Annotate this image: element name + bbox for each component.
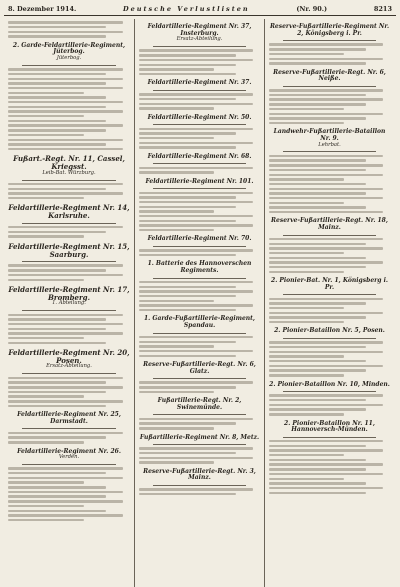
text-line — [269, 445, 366, 447]
text-line — [269, 463, 383, 465]
section-title: Feldartillerie-Regiment Nr. 26. — [17, 447, 121, 455]
text-line — [8, 323, 123, 325]
section-title: 2. Pionier-Bat. Nr. 1, Königsberg i. Pr. — [271, 277, 388, 291]
text-line — [269, 355, 344, 357]
text-line — [139, 493, 236, 495]
text-line — [269, 404, 383, 406]
regiment-section — [139, 362, 260, 393]
page-header — [4, 5, 396, 16]
regiment-section — [8, 155, 130, 199]
text-line — [139, 341, 236, 343]
text-line — [269, 257, 366, 259]
text-line — [139, 457, 253, 459]
text-line — [269, 53, 344, 55]
text-line — [139, 309, 236, 311]
text-line — [269, 298, 383, 300]
text-line — [8, 78, 123, 80]
text-line — [8, 120, 106, 122]
section-rule — [283, 151, 376, 152]
section-rule — [22, 373, 116, 374]
text-line — [269, 307, 344, 309]
text-line — [8, 519, 84, 521]
text-line — [139, 295, 236, 297]
text-line — [269, 468, 366, 470]
text-line — [269, 478, 344, 480]
text-line — [269, 341, 383, 343]
text-line — [8, 183, 123, 185]
regiment-section — [269, 218, 390, 273]
section-title: Reserve-Fußartillerie-Regt. Nr. 6, Glatz. — [143, 361, 256, 375]
regiment-section — [139, 316, 260, 357]
text-line — [269, 369, 366, 371]
text-line — [139, 210, 214, 212]
text-line — [139, 345, 214, 347]
text-line — [139, 300, 214, 302]
text-line — [269, 43, 383, 45]
section-title: Feldartillerie-Regiment Nr. 15, Saarburg. — [8, 241, 130, 259]
text-line — [8, 505, 84, 507]
text-line — [139, 73, 236, 75]
text-line — [139, 196, 236, 198]
text-line — [269, 247, 383, 249]
text-line — [139, 137, 214, 139]
section-rule — [283, 294, 376, 295]
text-line — [8, 486, 106, 488]
text-line — [139, 249, 253, 251]
text-line — [8, 269, 106, 271]
text-line — [269, 197, 383, 199]
text-line — [269, 492, 366, 494]
section-title: Feldartillerie-Regiment Nr. 20, Posen. — [8, 348, 130, 365]
text-line — [139, 59, 253, 61]
section-subtitle: Ersatz-Abteilung. — [46, 363, 92, 370]
text-line — [8, 139, 123, 141]
text-line — [139, 206, 236, 208]
columns — [4, 19, 396, 587]
text-line — [269, 113, 383, 115]
section-subtitle: Jüterbog. — [56, 54, 82, 61]
text-line — [269, 312, 383, 314]
regiment-section — [8, 449, 130, 522]
text-line — [8, 106, 106, 108]
text-line — [8, 386, 123, 388]
text-line — [8, 400, 123, 402]
text-line — [269, 482, 366, 484]
text-line — [269, 394, 383, 396]
text-line — [8, 110, 123, 112]
text-line — [269, 243, 366, 245]
text-line — [269, 89, 383, 91]
text-line — [269, 413, 344, 415]
section-title: 2. Pionier-Bataillon Nr. 11, Hannoversch-Münden. — [284, 419, 375, 434]
section-subtitle: Verden. — [58, 454, 80, 461]
section-rule — [22, 310, 116, 311]
text-line — [8, 197, 84, 199]
text-line — [8, 337, 84, 339]
text-line — [8, 92, 84, 94]
text-line — [139, 386, 236, 388]
text-line — [269, 238, 383, 240]
text-line — [8, 472, 106, 474]
section-rule — [22, 180, 116, 181]
section-rule — [283, 338, 376, 339]
text-line — [269, 192, 366, 194]
text-line — [139, 447, 253, 449]
regiment-section — [269, 129, 390, 213]
section-rule — [153, 163, 246, 164]
regiment-section — [139, 469, 260, 496]
section-rule — [153, 246, 246, 247]
section-subtitle: Ersatz-Abteilung. — [176, 36, 223, 43]
text-line — [8, 332, 123, 334]
regiment-section — [269, 24, 390, 65]
text-line — [269, 321, 344, 323]
regiment-section — [139, 435, 260, 464]
section-title: Feldartillerie-Regiment Nr. 14, Karlsruhe. — [8, 203, 130, 221]
section-title: Feldartillerie-Regiment Nr. 68. — [147, 152, 252, 160]
text-line — [139, 350, 253, 352]
text-line — [139, 224, 253, 226]
text-line — [269, 261, 383, 263]
regiment-section — [269, 70, 390, 125]
section-rule — [153, 414, 246, 415]
regiment-section — [269, 421, 390, 494]
column-2 — [134, 19, 264, 587]
regiment-section — [139, 398, 260, 429]
text-line — [139, 142, 253, 144]
text-line — [269, 399, 366, 401]
text-line — [8, 510, 106, 512]
regiment-section — [139, 261, 260, 311]
section-title: Feldartillerie-Regiment Nr. 50. — [147, 113, 252, 121]
regiment-section — [269, 328, 390, 376]
section-rule — [283, 437, 376, 438]
text-line — [269, 473, 383, 475]
section-rule — [22, 428, 116, 429]
text-line — [8, 124, 123, 126]
section-rule — [283, 391, 376, 392]
section-rule — [283, 40, 376, 41]
text-line — [269, 98, 383, 100]
section-subtitle: Leib-Bat. Würzburg. — [42, 169, 96, 176]
text-line — [269, 169, 366, 171]
section-title: 2. Pionier-Bataillon Nr. 5, Posen. — [274, 327, 385, 335]
section-rule — [22, 261, 116, 262]
text-line — [269, 108, 344, 110]
text-line — [8, 35, 106, 37]
section-title: Fußart.-Regt. Nr. 11, Cassel, Kriegsst. — [13, 154, 125, 171]
text-line — [139, 68, 214, 70]
text-line — [8, 231, 106, 233]
text-line — [269, 252, 344, 254]
section-title: Feldartillerie-Regiment Nr. 17, Bromberg. — [8, 284, 130, 302]
text-line — [269, 351, 383, 353]
section-rule — [153, 124, 246, 125]
section-title: 1. Garde-Fußartillerie-Regiment, Spandau. — [144, 315, 255, 329]
regiment-section — [8, 349, 130, 407]
text-line — [139, 64, 236, 66]
text-line — [8, 87, 123, 89]
section-title: Reserve-Fußartillerie-Regt. Nr. 3, Mainz. — [143, 467, 256, 482]
text-line — [8, 188, 106, 190]
text-line — [139, 281, 253, 283]
section-title: Feldartillerie-Regiment Nr. 70. — [147, 235, 252, 243]
section-title: Reserve-Fußartillerie-Regt. Nr. 6, Neiße. — [273, 68, 386, 83]
text-line — [8, 226, 123, 228]
text-line — [8, 381, 106, 383]
text-line — [139, 304, 253, 306]
text-line — [269, 266, 366, 268]
text-line — [269, 454, 344, 456]
text-line — [139, 220, 236, 222]
text-line — [8, 467, 123, 469]
text-line — [8, 477, 123, 479]
text-line — [8, 481, 84, 483]
column-1 — [4, 19, 134, 587]
text-line — [139, 167, 253, 169]
section-title: Feldartillerie-Regiment Nr. 101. — [145, 177, 254, 185]
text-line — [269, 408, 366, 410]
section-title: Landwehr-Fußartillerie-Bataillon Nr. 9. — [273, 128, 386, 142]
text-line — [139, 132, 236, 134]
text-line — [8, 500, 123, 502]
text-line — [8, 328, 106, 330]
text-line — [8, 148, 123, 150]
text-line — [269, 459, 366, 461]
text-line — [269, 302, 366, 304]
text-line — [269, 211, 383, 213]
header-page-number: 8213 — [373, 5, 392, 13]
text-line — [269, 174, 383, 176]
text-line — [139, 93, 253, 95]
text-line — [139, 422, 236, 424]
header-date: 8. Dezember 1914. — [8, 5, 77, 13]
section-rule — [283, 235, 376, 236]
section-rule — [153, 188, 246, 189]
text-line — [269, 48, 366, 50]
text-line — [8, 26, 106, 28]
text-line — [139, 98, 236, 100]
text-line — [139, 171, 214, 173]
text-line — [139, 215, 253, 217]
section-title: Reserve-Fußartillerie-Regiment Nr. 2, Königsberg i. Pr. — [269, 23, 390, 37]
header-issue: (Nr. 90.) — [296, 5, 328, 13]
text-line — [8, 432, 123, 434]
text-line — [8, 279, 84, 281]
text-line — [139, 488, 253, 490]
text-line — [269, 155, 383, 157]
section-title: Fußartillerie-Regiment Nr. 8, Metz. — [139, 433, 260, 441]
section-rule — [22, 223, 116, 224]
regiment-section — [8, 286, 130, 344]
regiment-section — [139, 24, 260, 75]
text-line — [8, 342, 106, 344]
regiment-section — [139, 115, 260, 149]
text-line — [139, 229, 214, 231]
text-line — [8, 235, 84, 237]
section-rule — [22, 464, 116, 465]
text-line — [8, 405, 106, 407]
text-line — [269, 178, 344, 180]
text-line — [269, 58, 383, 60]
text-line — [139, 103, 253, 105]
section-rule — [153, 444, 246, 445]
section-subtitle: Lehrbat. — [318, 141, 341, 148]
text-line — [8, 101, 123, 103]
text-line — [269, 487, 383, 489]
regiment-section — [139, 179, 260, 232]
text-line — [8, 318, 106, 320]
regiment-section — [269, 278, 390, 323]
section-title: 2. Pionier-Bataillon Nr. 10, Minden. — [269, 380, 390, 388]
text-line — [8, 21, 123, 23]
text-line — [8, 68, 123, 70]
text-line — [139, 146, 236, 148]
text-line — [8, 274, 123, 276]
text-line — [139, 381, 253, 383]
text-line — [8, 264, 123, 266]
text-line — [8, 495, 106, 497]
text-line — [269, 346, 366, 348]
text-line — [139, 452, 236, 454]
text-line — [139, 461, 214, 463]
text-line — [269, 117, 366, 119]
section-title: Fußartillerie-Regt. Nr. 2, Swinemünde. — [157, 397, 242, 411]
text-line — [139, 427, 214, 429]
section-rule — [22, 65, 116, 66]
text-line — [269, 271, 344, 273]
text-line — [269, 202, 344, 204]
text-line — [269, 374, 344, 376]
text-line — [139, 192, 253, 194]
text-line — [8, 395, 84, 397]
text-line — [8, 491, 123, 493]
text-line — [8, 31, 123, 33]
section-title: 1. Batterie des Hannoverschen Regiments. — [147, 260, 252, 274]
text-line — [8, 115, 84, 117]
text-line — [269, 316, 366, 318]
regiment-section — [139, 80, 260, 109]
text-line — [139, 290, 253, 292]
section-title: Feldartillerie-Regiment Nr. 37. — [147, 79, 252, 87]
section-title: Feldartillerie-Regiment Nr. 25, Darmstadt. — [17, 411, 121, 425]
text-line — [139, 49, 253, 51]
section-title: Reserve-Fußartillerie-Regt. Nr. 18, Mainz. — [271, 217, 388, 231]
text-line — [139, 201, 253, 203]
text-line — [8, 192, 123, 194]
text-line — [269, 183, 366, 185]
text-line — [269, 360, 366, 362]
text-line — [139, 254, 236, 256]
text-line — [269, 62, 366, 64]
section-title: 2. Garde-Feldartillerie-Regiment, Jüterbog. — [12, 41, 126, 56]
section-title: Feldartillerie-Regiment Nr. 37, Insterburg. — [147, 23, 252, 37]
text-line — [8, 436, 106, 438]
text-line — [269, 94, 366, 96]
section-rule — [153, 278, 246, 279]
text-line — [269, 159, 366, 161]
regiment-section — [8, 204, 130, 237]
regiment-section — [8, 243, 130, 281]
text-line — [8, 391, 106, 393]
text-line — [8, 73, 106, 75]
text-line — [139, 336, 253, 338]
text-line — [139, 391, 214, 393]
text-line — [8, 96, 106, 98]
text-line — [139, 54, 236, 56]
text-line — [269, 365, 383, 367]
text-line — [139, 286, 236, 288]
text-line — [269, 103, 366, 105]
text-line — [269, 206, 366, 208]
section-subtitle: 1. Abteilung. — [52, 300, 86, 307]
text-line — [8, 314, 123, 316]
text-line — [269, 164, 383, 166]
text-line — [8, 377, 123, 379]
text-line — [8, 129, 106, 131]
regiment-section — [139, 236, 260, 256]
text-line — [269, 440, 383, 442]
text-line — [139, 355, 236, 357]
section-rule — [153, 333, 246, 334]
text-line — [269, 449, 383, 451]
header-title: Deutsche Verlustlisten — [123, 5, 250, 13]
text-line — [139, 128, 253, 130]
text-line — [8, 134, 84, 136]
section-rule — [153, 46, 246, 47]
text-line — [139, 107, 214, 109]
text-line — [8, 441, 84, 443]
text-line — [8, 514, 123, 516]
text-line — [269, 122, 344, 124]
section-rule — [153, 485, 246, 486]
section-rule — [153, 378, 246, 379]
section-rule — [283, 86, 376, 87]
text-line — [8, 82, 106, 84]
column-3 — [264, 19, 394, 587]
text-line — [269, 188, 383, 190]
regiment-section — [8, 412, 130, 443]
text-line — [139, 418, 253, 420]
section-rule — [153, 90, 246, 91]
regiment-section — [139, 154, 260, 174]
regiment-section — [8, 43, 130, 151]
text-line — [8, 143, 106, 145]
regiment-section — [269, 382, 390, 416]
